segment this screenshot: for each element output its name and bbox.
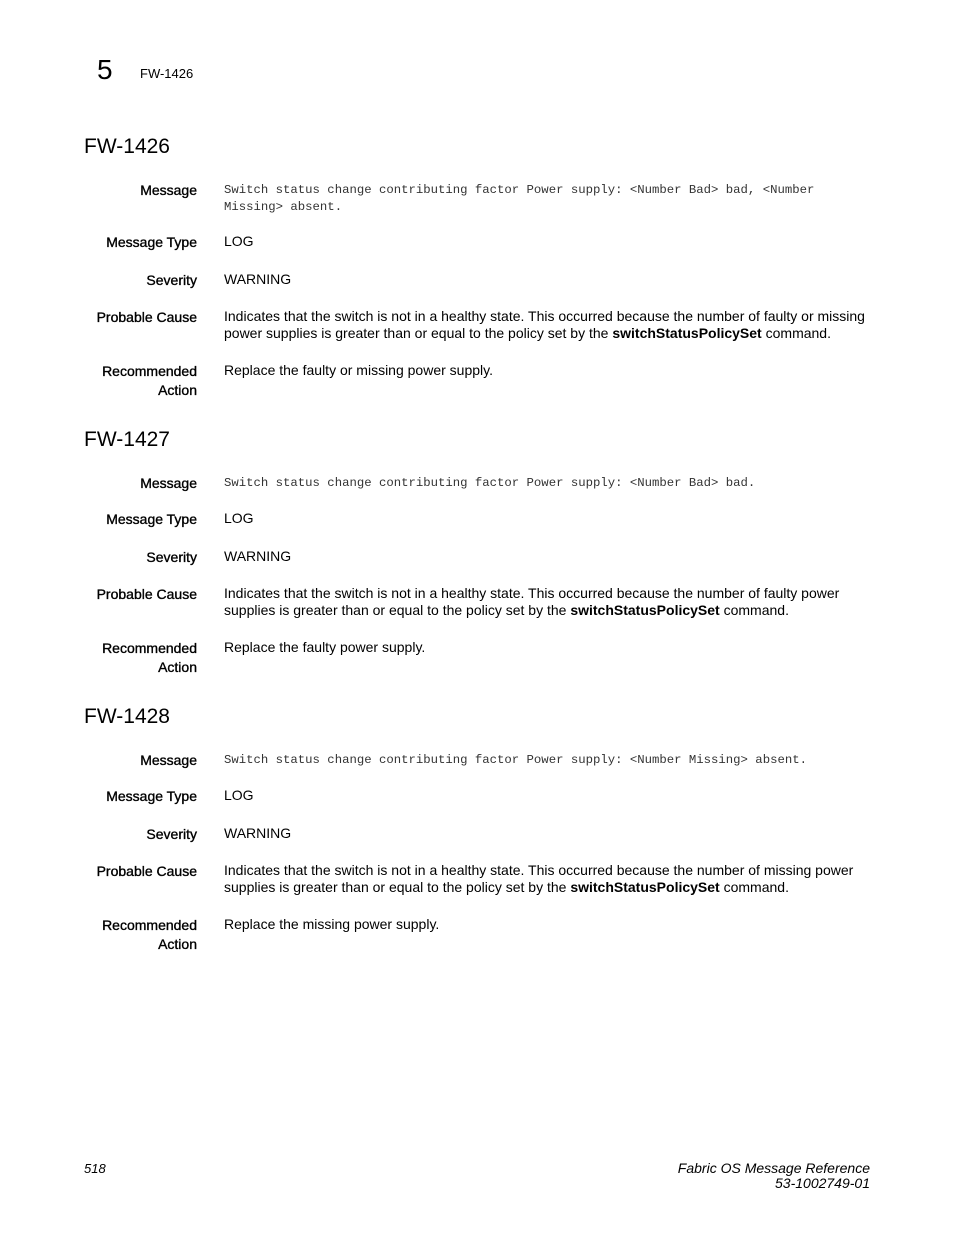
footer-book-title: Fabric OS Message Reference: [677, 1160, 870, 1176]
footer-book-info: [678, 1161, 870, 1191]
message-text: Switch status change contributing factor Power supply: <Number Bad> bad.: [224, 476, 756, 490]
recommended-label-line-1: Recommended: [102, 363, 197, 379]
cause-line-2-pre: supplies is greater than or equal to the policy set by the: [224, 602, 571, 618]
recommended-action-text: Replace the missing power supply.: [224, 916, 440, 932]
message-label: Message: [140, 182, 197, 198]
probable-cause-text: [224, 308, 874, 342]
probable-cause-label: Probable Cause: [96, 863, 197, 879]
recommended-label-line-1: Recommended: [102, 917, 197, 933]
message-label: Message: [140, 475, 197, 491]
footer-doc-number: 53-1002749-01: [775, 1175, 870, 1191]
severity-value: WARNING: [224, 825, 292, 841]
cause-line-2-post: command.: [719, 879, 789, 895]
probable-cause-text: [224, 862, 874, 896]
chapter-number: 5: [97, 54, 113, 85]
message-type-value: LOG: [224, 233, 254, 249]
entry-title: FW-1426: [84, 135, 170, 158]
recommended-label-line-1: Recommended: [102, 640, 197, 656]
footer-page-number: 518: [84, 1161, 106, 1176]
recommended-action-label: [57, 362, 197, 400]
message-type-value: LOG: [224, 510, 254, 526]
entry-title: FW-1427: [84, 428, 170, 451]
recommended-label-line-2: Action: [158, 659, 197, 675]
recommended-action-label: [57, 639, 197, 677]
cause-line-2-post: command.: [719, 602, 789, 618]
probable-cause-label: Probable Cause: [96, 309, 197, 325]
recommended-action-text: Replace the faulty power supply.: [224, 639, 426, 655]
severity-label: Severity: [146, 826, 197, 842]
cause-line-2-pre: supplies is greater than or equal to the policy set by the: [224, 879, 571, 895]
message-type-label: Message Type: [106, 511, 197, 527]
probable-cause-label: Probable Cause: [96, 586, 197, 602]
message-label: Message: [140, 752, 197, 768]
message-text: [224, 182, 874, 216]
recommended-label-line-2: Action: [158, 936, 197, 952]
running-head: FW-1426: [140, 66, 194, 81]
cause-line-1: Indicates that the switch is not in a healthy state. This occurred because the number of faulty or missing: [224, 308, 865, 324]
message-type-value: LOG: [224, 787, 254, 803]
recommended-label-line-2: Action: [158, 382, 197, 398]
message-type-label: Message Type: [106, 788, 197, 804]
severity-label: Severity: [146, 549, 197, 565]
command-name: switchStatusPolicySet: [570, 602, 720, 618]
cause-line-2-pre: power supplies is greater than or equal to the policy set by the: [224, 325, 613, 341]
command-name: switchStatusPolicySet: [570, 879, 720, 895]
severity-label: Severity: [146, 272, 197, 288]
severity-value: WARNING: [224, 548, 292, 564]
recommended-action-label: [57, 916, 197, 954]
recommended-action-text: Replace the faulty or missing power supply.: [224, 362, 493, 378]
cause-line-1: Indicates that the switch is not in a healthy state. This occurred because the number of missing power: [224, 862, 854, 878]
cause-line-2-post: command.: [761, 325, 831, 341]
message-type-label: Message Type: [106, 234, 197, 250]
entry-title: FW-1428: [84, 705, 170, 728]
severity-value: WARNING: [224, 271, 292, 287]
message-text: Switch status change contributing factor Power supply: <Number Missing> absent.: [224, 753, 807, 767]
message-line-2: Missing> absent.: [224, 200, 343, 214]
message-line-1: Switch status change contributing factor Power supply: <Number Bad> bad, <Number: [224, 183, 815, 197]
cause-line-1: Indicates that the switch is not in a healthy state. This occurred because the number of faulty power: [224, 585, 840, 601]
probable-cause-text: [224, 585, 874, 619]
command-name: switchStatusPolicySet: [612, 325, 762, 341]
